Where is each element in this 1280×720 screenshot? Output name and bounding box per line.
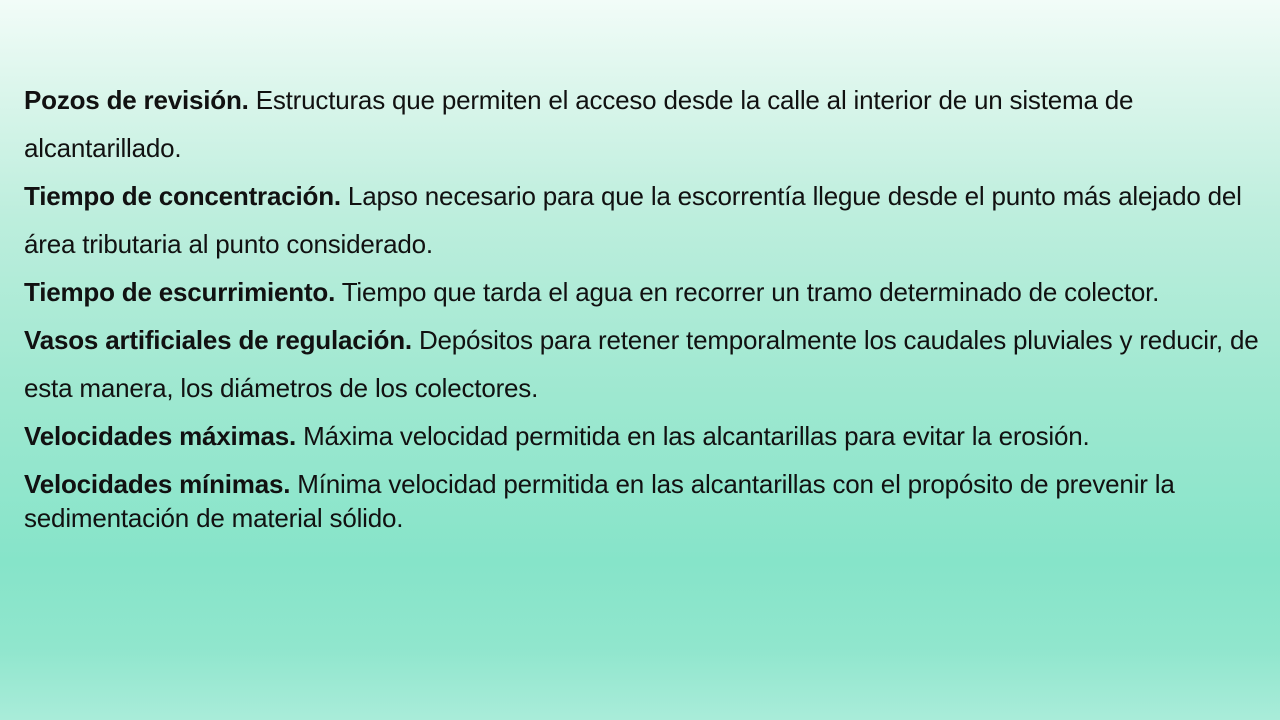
definition-entry-velocidades-minimas	[24, 467, 1269, 535]
definition-entry-tiempo-de-escurrimiento	[24, 268, 1269, 316]
definition-term: Velocidades máximas.	[24, 421, 297, 451]
definition-term: Pozos de revisión.	[24, 85, 249, 115]
definitions-list	[24, 76, 1269, 535]
definition-text: Depósitos para retener temporalmente los caudales pluviales y reducir, de esta manera, los diámetros de los colectores.	[24, 325, 1259, 403]
definition-entry-tiempo-de-concentracion	[24, 172, 1269, 268]
definition-text: Lapso necesario para que la escorrentía llegue desde el punto más alejado del área tributaria al punto considerado.	[24, 181, 1242, 259]
definition-entry-pozos-de-revision	[24, 76, 1269, 172]
definition-term: Tiempo de escurrimiento.	[24, 277, 336, 307]
definition-entry-velocidades-maximas	[24, 412, 1269, 460]
definition-term: Velocidades mínimas.	[24, 469, 291, 499]
definition-text: Máxima velocidad permitida en las alcantarillas para evitar la erosión.	[296, 421, 1090, 451]
definition-entry-vasos-artificiales	[24, 316, 1269, 412]
definition-text: Mínima velocidad permitida en las alcantarillas con el propósito de prevenir la sedimentación de material sólido.	[24, 469, 1175, 533]
definition-term: Tiempo de concentración.	[24, 181, 341, 211]
definition-term: Vasos artificiales de regulación.	[24, 325, 412, 355]
definition-text: Estructuras que permiten el acceso desde la calle al interior de un sistema de alcantarillado.	[24, 85, 1134, 163]
definition-text: Tiempo que tarda el agua en recorrer un tramo determinado de colector.	[335, 277, 1160, 307]
